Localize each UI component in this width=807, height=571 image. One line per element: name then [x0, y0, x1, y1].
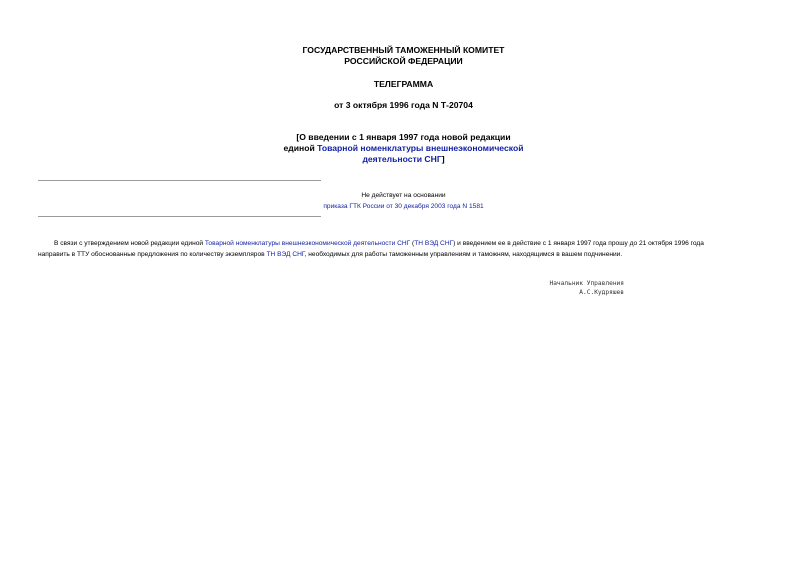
body-link-tnved-2[interactable]: ТН ВЭД СНГ — [266, 250, 305, 258]
org-name-line1: ГОСУДАРСТВЕННЫЙ ТАМОЖЕННЫЙ КОМИТЕТ — [302, 45, 505, 55]
body-text-segment: , необходимых для работы таможенным управлениям и таможням, находящимся в вашем подчинении. — [304, 250, 623, 258]
subject-line3-suffix: ] — [441, 154, 445, 164]
subject-link-cis[interactable]: деятельности СНГ — [362, 154, 442, 164]
body-link-nomenclature[interactable]: Товарной номенклатуры внешнеэкономической деятельности СНГ — [204, 240, 411, 247]
body-line2 — [38, 250, 773, 261]
document-subject — [0, 132, 807, 165]
document-date: от 3 октября 1996 года N Т-20704 — [334, 100, 473, 110]
subject-line3 — [0, 154, 807, 165]
subject-line1: [О введении с 1 января 1997 года новой редакции — [296, 132, 511, 142]
subject-link-nomenclature[interactable]: Товарной номенклатуры внешнеэкономической — [317, 143, 524, 153]
subject-line2-prefix: единой — [283, 143, 318, 153]
document-header — [0, 45, 807, 67]
signature-block — [500, 280, 624, 297]
subject-line2 — [0, 143, 807, 154]
validity-notice-text: Не действует на основании — [361, 192, 446, 199]
divider-top — [38, 180, 321, 181]
document-type: ТЕЛЕГРАММА — [373, 79, 434, 89]
body-text-segment: ( — [410, 240, 415, 247]
validity-notice-link[interactable]: приказа ГТК России от 30 декабря 2003 года N 1581 — [323, 203, 484, 210]
validity-notice — [0, 190, 807, 212]
body-line1 — [38, 239, 773, 250]
body-text-segment: В связи с утверждением новой редакции единой — [54, 240, 205, 247]
signature-name: А.С.Кудряшев — [579, 288, 624, 296]
signature-title: Начальник Управления — [549, 280, 624, 287]
body-paragraph — [38, 239, 773, 260]
body-text-segment: направить в ТТУ обоснованные предложения по количеству экземпляров — [38, 250, 267, 258]
body-text-segment: ) и введением ее в действие с 1 января 1997 года прошу до 21 октября 1996 года — [453, 240, 704, 247]
org-name-line2: РОССИЙСКОЙ ФЕДЕРАЦИИ — [344, 56, 463, 66]
divider-bottom — [38, 216, 321, 217]
body-link-tnved-1[interactable]: ТН ВЭД СНГ — [414, 240, 454, 247]
